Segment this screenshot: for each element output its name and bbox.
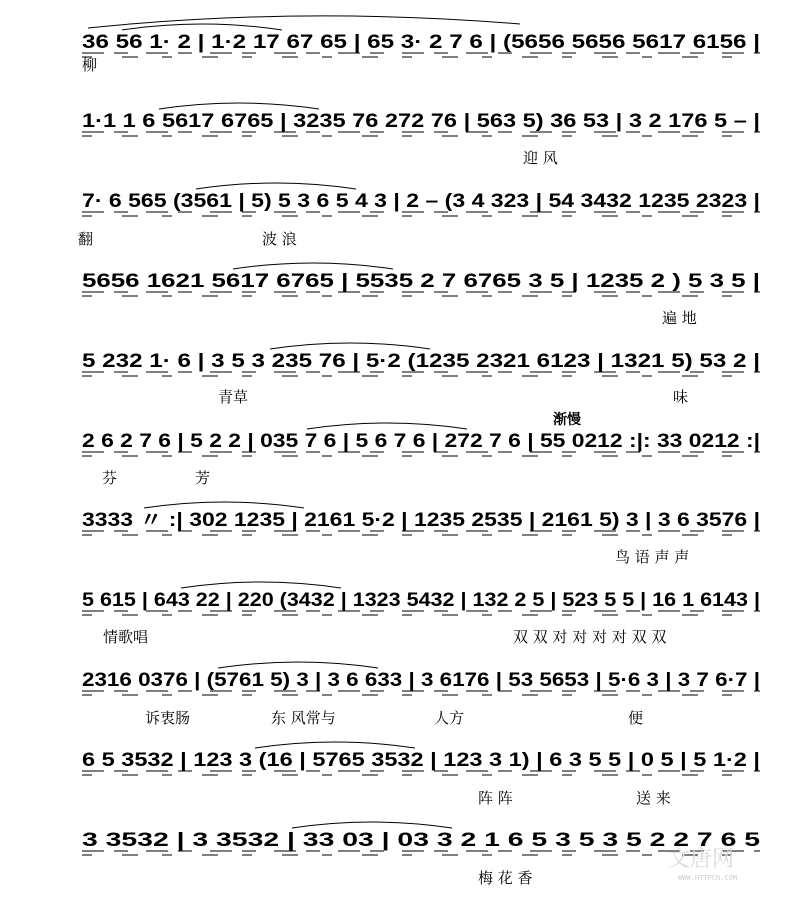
score-rows (78, 16, 761, 887)
lyric-text: 情歌唱 (103, 628, 149, 646)
lyric-text: 梅 花 香 (478, 869, 533, 887)
lyric-text: 双 双 对 对 对 对 双 双 (513, 628, 667, 646)
notation-row: 5 615 | 643 22 | 220 (3432 | 1323 5432 | 132 2 5 | 523 5 5 | 16 1 6143 | (82, 590, 760, 611)
lyric-text: 遍 地 (662, 309, 697, 327)
notation-row: 2 6 2 7 6 | 5 2 2 | 035 7 6 | 5 6 7 6 | 272 7 6 | 55 0212 :|: 33 0212 :| (82, 431, 760, 452)
slur-arc (159, 103, 319, 109)
lyric-text: 迎 风 (523, 149, 558, 167)
lyric-text: 人方 (434, 709, 465, 727)
notation-row: 3 3532 | 3 3532 | 33 03 | 03 3 2 1 6 5 3 5 3 5 2 2 7 6 5 (82, 830, 761, 851)
slur-arc (122, 24, 282, 30)
notation-row: 5656 1621 5617 6765 | 5535 2 7 6765 3 5 | 1235 2 ) 5 3 5 | (82, 271, 760, 292)
lyric-text: 鸟 语 声 声 (615, 548, 690, 566)
lyric-text: 柳 (82, 56, 98, 74)
notation-row: 2316 0376 | (5761 5) 3 | 3 6 633 | 3 6176 | 53 5653 | 5·6 3 | 3 7 6·7 | (82, 670, 760, 691)
watermark-url: WWW.HTTPCN.COM (678, 874, 738, 882)
slur-arc (270, 343, 430, 349)
slur-arc (307, 423, 467, 429)
lyric-text: 诉衷肠 (145, 709, 191, 727)
notation-row: 3333 〃 :| 302 1235 | 2161 5·2 | 1235 2535 | 2161 5) 3 | 3 6 3576 | (82, 510, 760, 531)
tempo-marking: 渐慢 (553, 412, 581, 428)
slur-arc (218, 662, 378, 668)
slur-arc (144, 502, 304, 508)
slur-arc (292, 822, 452, 828)
slur-arc (181, 582, 341, 588)
lyric-text: 青草 (218, 388, 249, 406)
lyric-text: 翻 (78, 230, 94, 248)
notation-row: 36 56 1· 2 | 1·2 17 67 65 | 65 3· 2 7 6 | (5656 5656 5617 6156 | (82, 32, 760, 53)
lyric-text: 阵 阵 (478, 789, 513, 807)
lyric-text: 便 (628, 709, 644, 727)
lyric-text: 东 风常与 (271, 709, 336, 727)
notation-row: 6 5 3532 | 123 3 (16 | 5765 3532 | 123 3 1) | 6 3 5 5 | 0 5 | 5 1·2 | (82, 750, 760, 771)
lyric-text: 芳 (195, 469, 211, 487)
watermark-text: 文唐网 (668, 847, 735, 872)
lyric-text: 味 (673, 388, 689, 406)
slur-arc (233, 263, 393, 269)
notation-row: 5 232 1· 6 | 3 5 3 235 76 | 5·2 (1235 2321 6123 | 1321 5) 53 2 | (82, 351, 760, 372)
slur-arc (255, 742, 415, 748)
notation-row: 7· 6 565 (3561 | 5) 5 3 6 5 4 3 | 2 – (3 4 323 | 54 3432 1235 2323 | (82, 191, 760, 212)
slur-arc (196, 183, 356, 189)
lyric-text: 芬 (102, 469, 118, 487)
notation-row: 1·1 1 6 5617 6765 | 3235 76 272 76 | 563 5) 36 53 | 3 2 176 5 – | (82, 111, 760, 132)
lyric-text: 送 来 (636, 789, 671, 807)
score-extras (552, 411, 737, 882)
lyric-text: 波 浪 (262, 230, 297, 248)
